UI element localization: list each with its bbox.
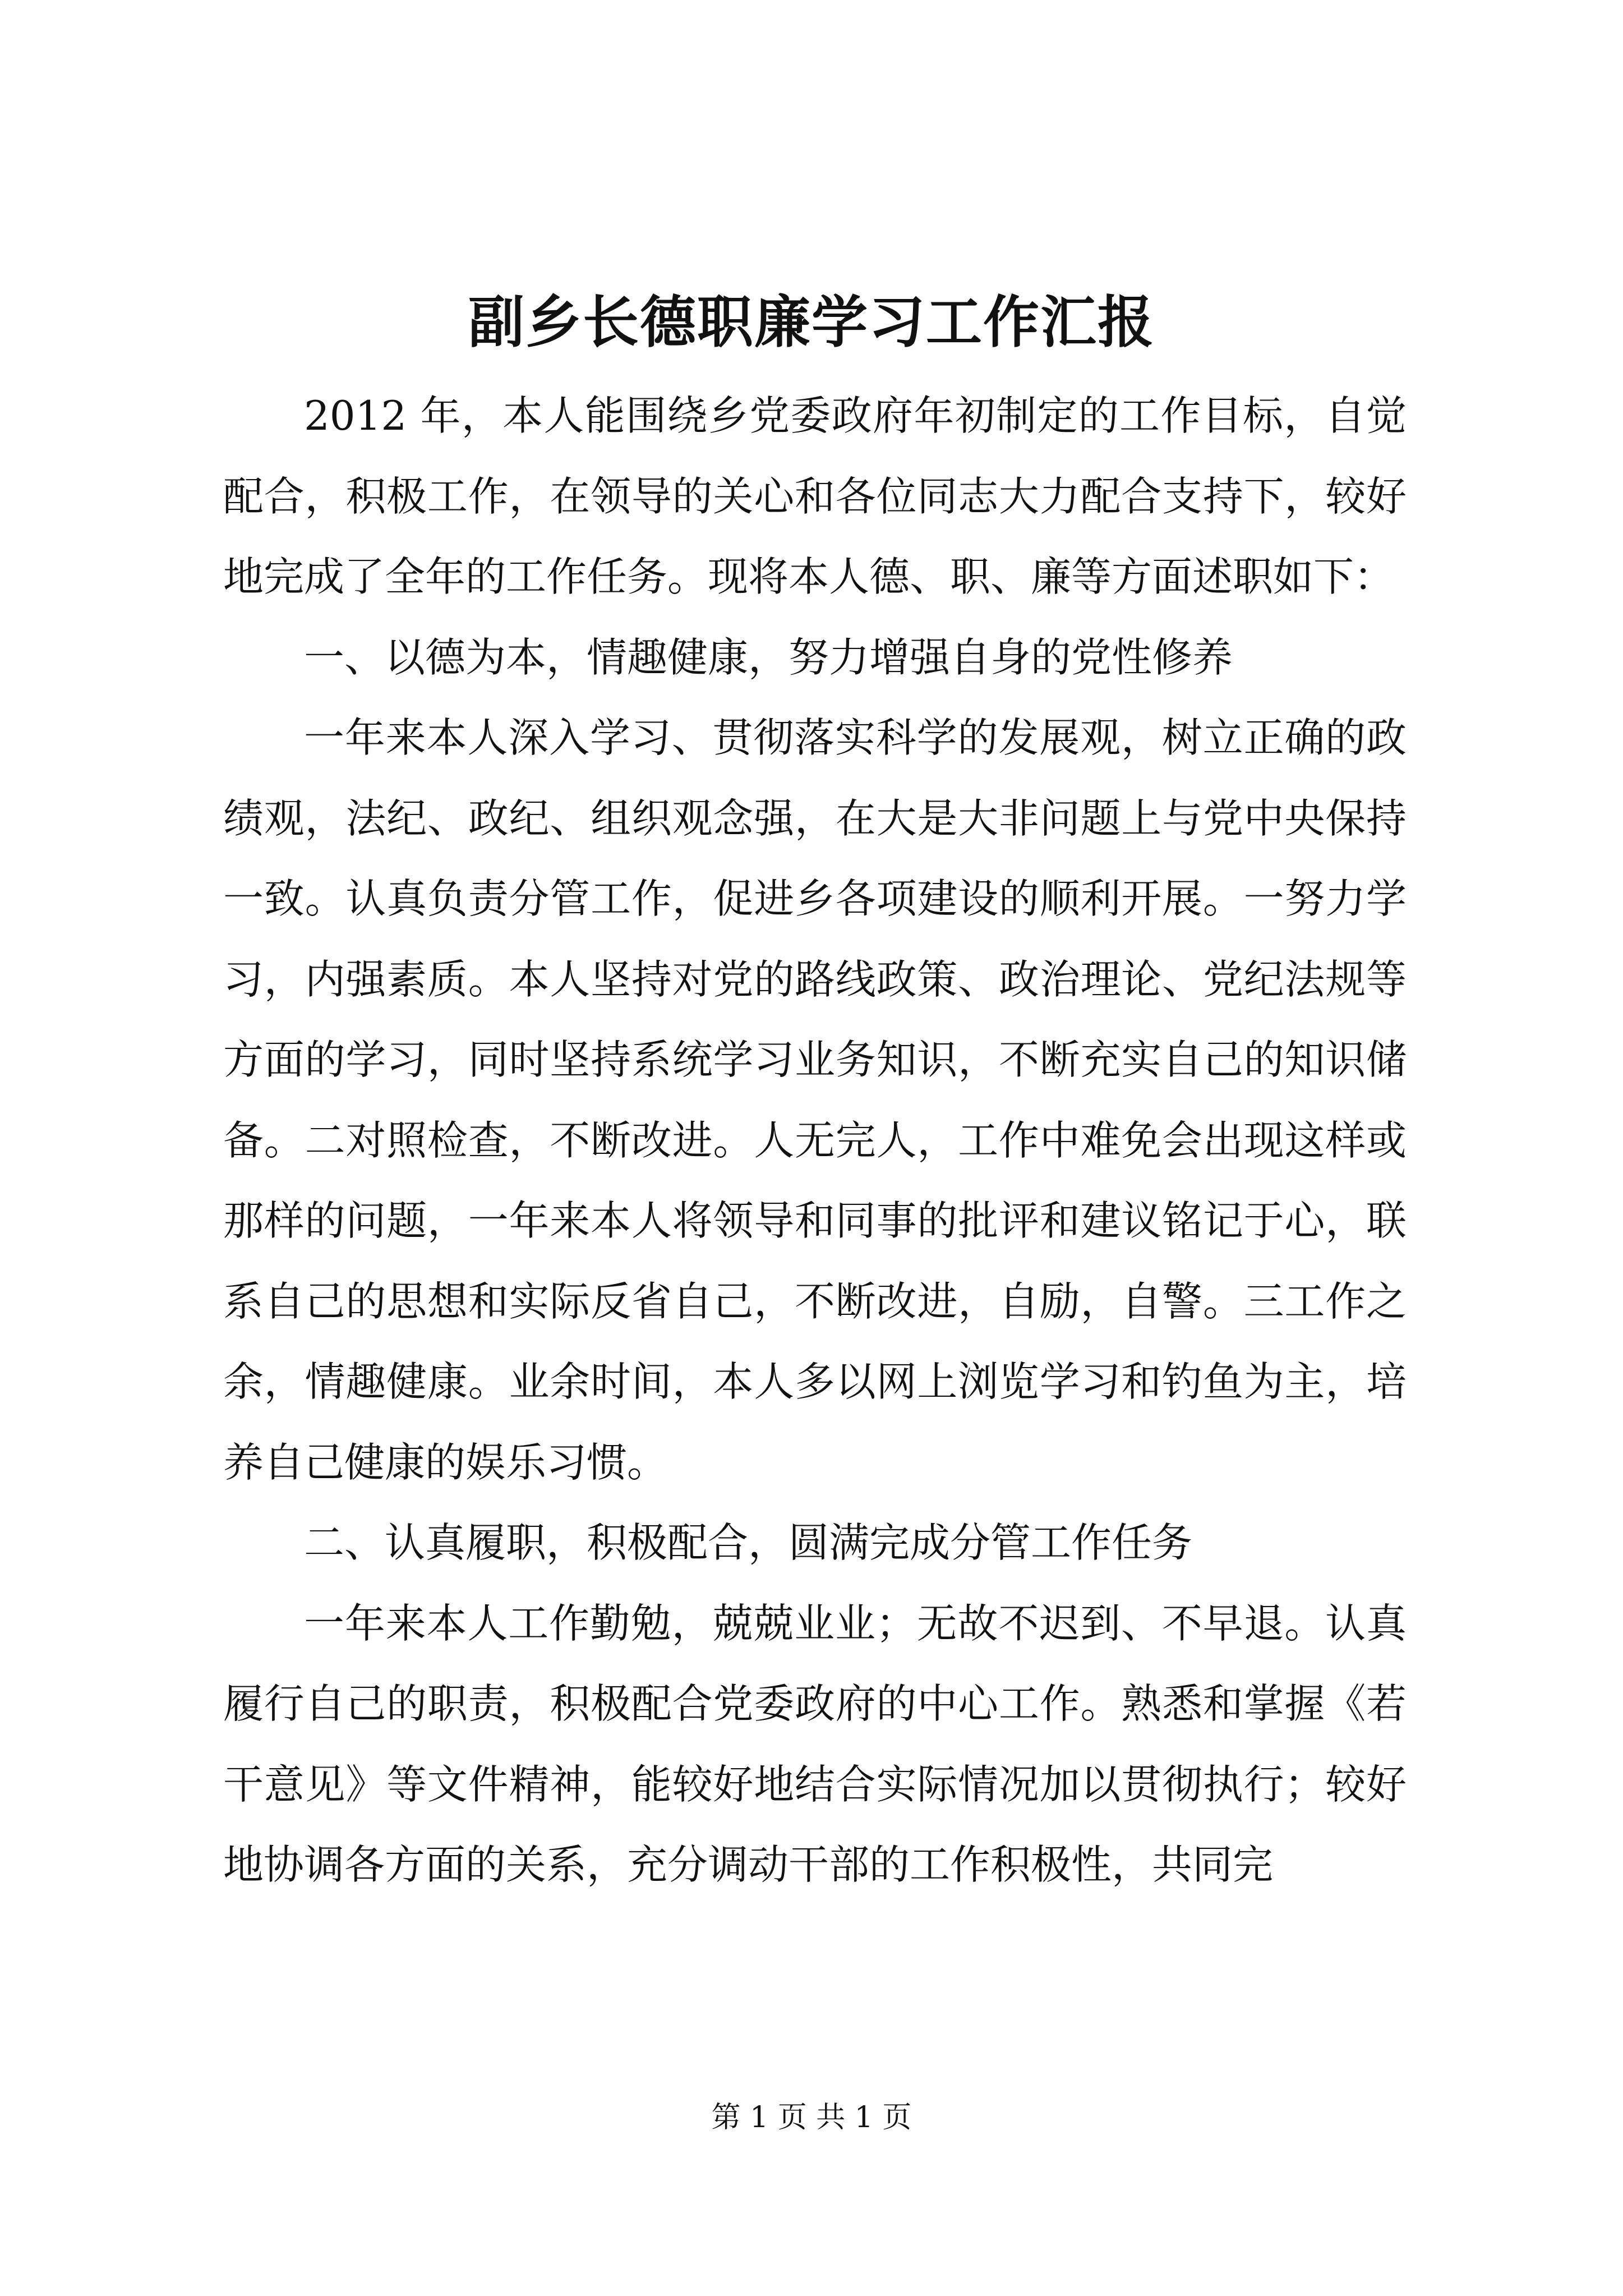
document-title: 副乡长德职廉学习工作汇报	[468, 289, 1155, 355]
paragraph-section-2: 一年来本人工作勤勉，兢兢业业；无故不迟到、不早退。认真履行自己的职责，积极配合党委政府的中心工作。熟悉和掌握《若干意见》等文件精神，能较好地结合实际情况加以贯彻执行；较好地协调各方面的关系，充分调动干部的工作积极性，共同完	[223, 1599, 1407, 1888]
page-number-footer: 第 1 页 共 1 页	[711, 2101, 912, 2134]
paragraph-section-1: 一年来本人深入学习、贯彻落实科学的发展观，树立正确的政绩观，法纪、政纪、组织观念强，在大是大非问题上与党中央保持一致。认真负责分管工作，促进乡各项建设的顺利开展。一努力学习，内强素质。本人坚持对党的路线政策、政治理论、党纪法规等方面的学习，同时坚持系统学习业务知识，不断充实自己的知识储备。二对照检查，不断改进。人无完人，工作中难免会出现这样或那样的问题，一年来本人将领导和同事的批评和建议铭记于心，联系自己的思想和实际反省自己，不断改进，自励，自警。三工作之余，情趣健康。业余时间，本人多以网上浏览学习和钓鱼为主，培养自己健康的娱乐习惯。	[223, 714, 1407, 1486]
document-body	[223, 376, 1407, 1906]
paragraph-intro: 2012 年，本人能围绕乡党委政府年初制定的工作目标，自觉配合，积极工作，在领导的关心和各位同志大力配合支持下，较好地完成了全年的工作任务。现将本人德、职、廉等方面述职如下：	[223, 392, 1407, 600]
section-heading-2: 二、认真履职，积极配合，圆满完成分管工作任务	[304, 1519, 1193, 1566]
section-heading-1: 一、以德为本，情趣健康，努力增强自身的党性修养	[304, 633, 1233, 681]
